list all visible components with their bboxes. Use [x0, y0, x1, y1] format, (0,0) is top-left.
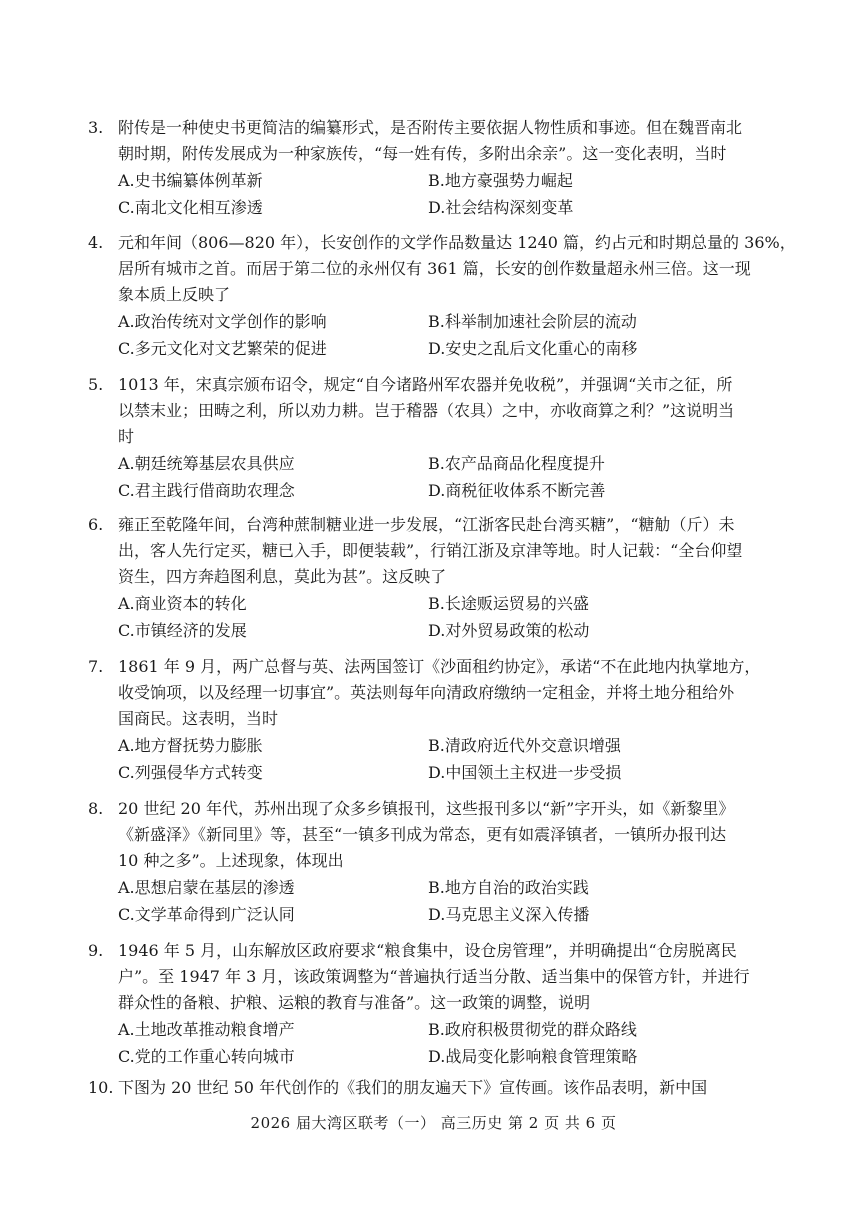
option-c[interactable]: C.文学革命得到广泛认同: [118, 905, 295, 924]
option-c[interactable]: C.市镇经济的发展: [118, 621, 247, 640]
option-a[interactable]: A.地方督抚势力膨胀: [118, 736, 263, 755]
question-6: [88, 512, 788, 644]
question-stem-line: 20 世纪 20 年代，苏州出现了众多乡镇报刊，这些报刊多以“新”字开头，如《新黎里》: [118, 799, 735, 818]
option-b[interactable]: B.清政府近代外交意识增强: [428, 736, 621, 755]
question-first-line: [88, 1075, 788, 1101]
question-stem-line: 户”。至 1947 年 3 月，该政策调整为“普遍执行适当分散、适当集中的保管方针，并进行: [118, 967, 750, 986]
question-stem-line: 元和年间（806—820 年），长安创作的文学作品数量达 1240 篇，约占元和时期总量的 36%，: [118, 233, 796, 252]
question-stem-line: 《新盛泽》《新同里》等，甚至“一镇多刊成为常态，更有如震泽镇者，一镇所办报刊达: [118, 825, 727, 844]
question-stem-line: 资生，四方奔趋图利息，莫此为甚”。这反映了: [118, 567, 447, 586]
question-stem-line: 朝时期，附传发展成为一种家族传，“每一姓有传，多附出余亲”。这一变化表明，当时: [118, 144, 727, 163]
option-d[interactable]: D.马克思主义深入传播: [428, 905, 590, 924]
option-a[interactable]: A.朝廷统筹基层农具供应: [118, 454, 295, 473]
question-stem-line: 下图为 20 世纪 50 年代创作的《我们的朋友遍天下》宣传画。该作品表明，新中国: [118, 1078, 708, 1097]
page-footer: 2026 届大湾区联考（一） 高三历史 第 2 页 共 6 页: [250, 1114, 617, 1132]
option-c[interactable]: C.君主践行借商助农理念: [118, 481, 295, 500]
option-b[interactable]: B.地方自治的政治实践: [428, 878, 589, 897]
question-number: 5.: [88, 375, 104, 394]
answer-options: [88, 590, 788, 644]
question-number: 7.: [88, 657, 104, 676]
option-d[interactable]: D.中国领土主权进一步受损: [428, 763, 622, 782]
option-a[interactable]: A.政治传统对文学创作的影响: [118, 312, 327, 331]
question-number: 6.: [88, 515, 104, 534]
question-stem-line: 雍正至乾隆年间，台湾种蔗制糖业进一步发展，“江浙客民赴台湾买糖”，“糖觔（斤）未: [118, 515, 735, 534]
question-stem-line: 收受饷项，以及经理一切事宜”。英法则每年向清政府缴纳一定租金，并将土地分租给外: [118, 683, 735, 702]
question-number: 10.: [88, 1078, 114, 1097]
answer-options: [88, 308, 788, 362]
option-d[interactable]: D.商税征收体系不断完善: [428, 481, 606, 500]
question-stem-line: 附传是一种使史书更简洁的编纂形式，是否附传主要依据人物性质和事迹。但在魏晋南北: [118, 118, 743, 137]
option-a[interactable]: A.史书编纂体例革新: [118, 171, 263, 190]
option-b[interactable]: B.长途贩运贸易的兴盛: [428, 594, 589, 613]
question-number: 3.: [88, 118, 104, 137]
option-b[interactable]: B.政府积极贯彻党的群众路线: [428, 1020, 637, 1039]
answer-options: [88, 167, 788, 221]
question-number: 9.: [88, 941, 104, 960]
question-first-line: [88, 115, 788, 141]
option-a[interactable]: A.土地改革推动粮食增产: [118, 1020, 295, 1039]
option-c[interactable]: C.党的工作重心转向城市: [118, 1047, 295, 1066]
option-b[interactable]: B.地方豪强势力崛起: [428, 171, 573, 190]
question-number: 8.: [88, 799, 104, 818]
question-stem-line: 居所有城市之首。而居于第二位的永州仅有 361 篇，长安的创作数量超永州三倍。这一现: [118, 259, 751, 278]
option-c[interactable]: C.列强侵华方式转变: [118, 763, 263, 782]
option-b[interactable]: B.农产品商品化程度提升: [428, 454, 605, 473]
question-first-line: [88, 512, 788, 538]
option-a[interactable]: A.商业资本的转化: [118, 594, 247, 613]
question-first-line: [88, 372, 788, 398]
option-c[interactable]: C.南北文化相互渗透: [118, 198, 263, 217]
question-stem-line: 时: [118, 427, 135, 446]
answer-options: [88, 450, 788, 504]
option-a[interactable]: A.思想启蒙在基层的渗透: [118, 878, 295, 897]
option-d[interactable]: D.安史之乱后文化重心的南移: [428, 339, 638, 358]
question-stem-line: 1946 年 5 月，山东解放区政府要求“粮食集中，设仓房管理”，并明确提出“仓房脱离民: [118, 941, 737, 960]
question-stem-line: 1013 年，宋真宗颁布诏令，规定“自今诸路州军农器并免收税”，并强调“关市之征，所: [118, 375, 733, 394]
answer-options: [88, 874, 788, 928]
question-stem-line: 10 种之多”。上述现象，体现出: [118, 851, 344, 870]
question-first-line: [88, 654, 788, 680]
question-number: 4.: [88, 233, 104, 252]
option-b[interactable]: B.科举制加速社会阶层的流动: [428, 312, 637, 331]
question-stem-line: 象本质上反映了: [118, 285, 231, 304]
question-stem-line: 以禁末业；田畴之利，所以劝力耕。岂于稽器（农具）之中，亦收商算之利？”这说明当: [118, 401, 735, 420]
question-stem-line: 群众性的备粮、护粮、运粮的教育与准备”。这一政策的调整，说明: [118, 993, 591, 1012]
option-c[interactable]: C.多元文化对文艺繁荣的促进: [118, 339, 327, 358]
question-stem-line: 1861 年 9 月，两广总督与英、法两国签订《沙面租约协定》，承诺“不在此地内执掌地方，: [118, 657, 761, 676]
question-4: [88, 230, 796, 362]
question-5: [88, 372, 788, 504]
question-stem-line: 国商民。这表明，当时: [118, 709, 279, 728]
question-8: [88, 796, 788, 928]
option-d[interactable]: D.社会结构深刻变革: [428, 198, 574, 217]
option-d[interactable]: D.对外贸易政策的松动: [428, 621, 590, 640]
question-first-line: [88, 230, 796, 256]
question-first-line: [88, 938, 788, 964]
option-d[interactable]: D.战局变化影响粮食管理策略: [428, 1047, 638, 1066]
question-3: [88, 115, 788, 221]
question-10: [88, 1075, 788, 1101]
question-stem-line: 出，客人先行定买，糖已入手，即便装载”，行销江浙及京津等地。时人记载：“全台仰望: [118, 541, 743, 560]
question-9: [88, 938, 788, 1070]
question-first-line: [88, 796, 788, 822]
answer-options: [88, 1016, 788, 1070]
question-7: [88, 654, 788, 786]
answer-options: [88, 732, 788, 786]
